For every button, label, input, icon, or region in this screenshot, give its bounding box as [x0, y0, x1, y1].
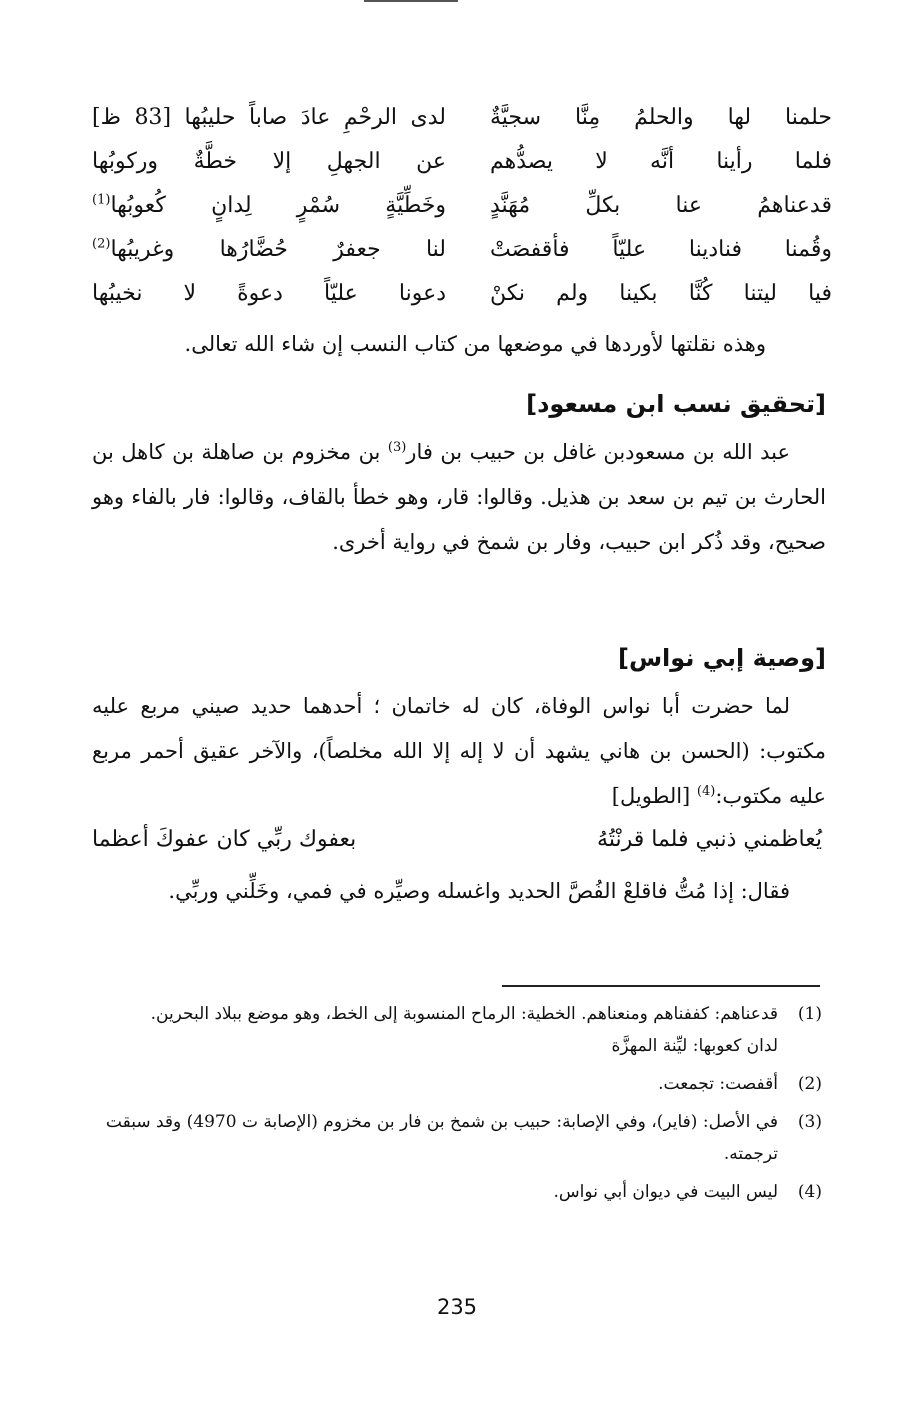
footnote-ref[interactable]: (2)	[92, 236, 111, 252]
footnote-ref[interactable]: (1)	[92, 192, 111, 208]
section-heading-abu-nuwas: [وصية إبي نواس]	[617, 644, 826, 672]
footnote-number: (1)	[797, 1004, 822, 1024]
footnote	[92, 998, 822, 1062]
verse-hemistich-second: لدى الرحْمِ عادَ صاباً حليبُها [83 ظ]	[92, 105, 447, 130]
meter-label: [الطويل]	[611, 784, 697, 808]
footnote-ref[interactable]: (4)	[696, 784, 716, 799]
poem-verse	[92, 144, 832, 188]
verse-hemistich-first: فلما رأينا أنَّه لا يصدُّهم	[490, 149, 832, 174]
verse-hemistich-second	[92, 188, 446, 224]
paragraph-text: بن مخزوم بن صاهلة بن كاهل بن الحارث بن تيم بن سعد بن هذيل. وقالوا: قار، وهو خطأ بالقاف، وقالوا: فار بالفاء وهو صحيح، وقد ذُكر ابن حبيب، وفار بن شمخ في رواية أخرى.	[92, 440, 826, 554]
section-heading-ibn-masud: [تحقيق نسب ابن مسعود]	[526, 390, 826, 418]
paragraph-text: عبد الله بن مسعودبن غافل بن حبيب بن فار	[406, 440, 790, 464]
verse-hemistich-first: وقُمنا فنادينا عليّاً فأقفصَتْ	[490, 237, 832, 262]
page-number: 235	[436, 1295, 478, 1319]
section-paragraph-abu-nuwas	[92, 684, 826, 819]
verse-text: وخَطِّيَّةٍ سُمْرٍ لِدانٍ كُعوبُها	[110, 193, 446, 218]
footnote-text: ليس البيت في ديوان أبي نواس.	[553, 1182, 778, 1202]
verse-hemistich-first: حلمنا لها والحلمُ مِنَّا سجيَّةٌ	[490, 105, 832, 130]
footnotes	[92, 998, 822, 1214]
footnote-ref[interactable]: (3)	[387, 440, 407, 455]
footnote	[92, 1176, 822, 1208]
verse-hemistich-second: بعفوك ربِّي كان عفوكَ أعظما	[92, 827, 357, 852]
paragraph-text: لما حضرت أبا نواس الوفاة، كان له خاتمان ؛ أحدهما حديد صيني مربع عليه مكتوب: (الحسن بن هاني يشهد أن لا إله إلا الله مخلصاً)، والآخر عقيق أحمر مربع عليه مكتوب:	[92, 694, 826, 808]
verse-hemistich-first: فيا ليتنا كُنَّا بكينا ولم نكنْ	[490, 281, 832, 306]
footnote-text: في الأصل: (فاير)، وفي الإصابة: حبيب بن شمخ بن فار بن مخزوم (الإصابة ت 4970) وقد سبقت ترجمته.	[105, 1112, 778, 1164]
verse-hemistich-second: دعونا عليّاً دعوةً لا نخيبُها	[92, 281, 446, 306]
poem-verse	[92, 232, 832, 276]
footnote-text: لدان كعوبها: ليِّنة المهزَّة	[611, 1036, 778, 1056]
poem-verse	[92, 276, 832, 320]
footnote	[92, 1106, 822, 1170]
verse-hemistich-first: قدعناهمُ عنا بكلِّ مُهَنَّدٍ	[490, 193, 832, 218]
verse-hemistich-second: عن الجهلِ إلا خطَّةٌ وركوبُها	[92, 149, 446, 174]
footnote-divider	[502, 985, 820, 987]
footnote-text: قدعناهم: كففناهم ومنعناهم. الخطية: الرماح المنسوبة إلى الخط، وهو موضع ببلاد البحرين.	[150, 1004, 778, 1024]
poem-verse	[92, 100, 832, 144]
top-divider	[364, 0, 458, 2]
footnote-number: (3)	[797, 1112, 822, 1132]
footnote-number: (2)	[797, 1074, 822, 1094]
footnote	[92, 1068, 822, 1100]
poem-verse	[92, 188, 832, 232]
verse-hemistich-first: يُعاظمني ذنبي فلما قرنْتُهُ	[597, 827, 822, 852]
poem-block	[92, 100, 832, 320]
verse-hemistich-second	[92, 232, 446, 268]
footnote-number: (4)	[797, 1182, 822, 1202]
verse-text: لنا جعفرٌ حُضَّارُها وغريبُها	[110, 237, 446, 262]
section-paragraph-ibn-masud	[92, 430, 826, 565]
footnote-text: أقفصت: تجمعت.	[658, 1074, 778, 1094]
closing-paragraph: فقال: إذا مُتُّ فاقلعْ الفُصَّ الحديد واغسله وصيِّره في فمي، وخَلِّني وربِّي.	[168, 879, 790, 903]
poem-note: وهذه نقلتها لأوردها في موضعها من كتاب النسب إن شاء الله تعالى.	[184, 332, 766, 356]
